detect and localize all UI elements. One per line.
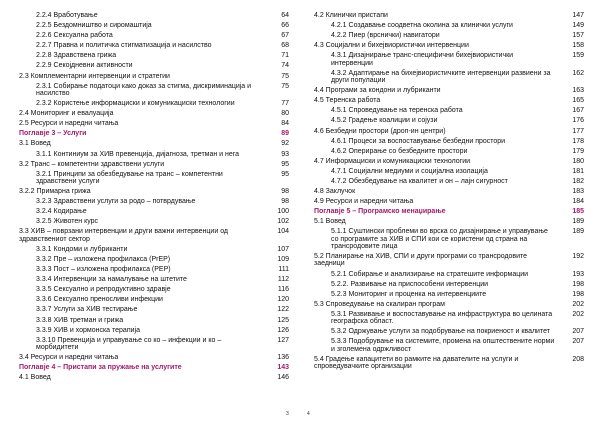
toc-entry-title: 4.5.2 Градење коалиции и сојузи xyxy=(331,117,438,125)
toc-entry-title: 3.1 Вовед xyxy=(19,140,51,148)
toc-chapter-entry xyxy=(19,130,289,137)
toc-entry-title: 4.2 Клинички пристапи xyxy=(314,12,388,19)
toc-entry xyxy=(314,70,584,85)
toc-entry-title: 4.3.1 Дизајнирање транс-специфични бихејвиористички интервенции xyxy=(331,52,514,67)
toc-entry-page: 207 xyxy=(572,328,584,336)
toc-entry-page: 179 xyxy=(572,147,584,155)
toc-entry-page: 146 xyxy=(277,374,289,382)
toc-entry xyxy=(314,42,584,49)
toc-entry-page: 198 xyxy=(572,290,584,298)
toc-entry-page: 162 xyxy=(572,69,584,77)
toc-entry xyxy=(314,97,584,104)
toc-entry-page: 207 xyxy=(572,338,584,346)
toc-entry xyxy=(19,52,289,59)
toc-entry-title: 5.3 Спроведување на скалиран програм xyxy=(314,300,445,308)
toc-entry-page: 89 xyxy=(281,130,289,138)
toc-entry-title: 4.7 Информациски и комуникациски технологии xyxy=(314,157,471,165)
toc-entry xyxy=(314,198,584,205)
toc-entry xyxy=(19,161,289,168)
toc-entry-page: 111 xyxy=(278,266,289,274)
toc-entry-title: 2.2.4 Вработување xyxy=(36,12,98,19)
toc-entry xyxy=(19,256,289,263)
toc-entry-page: 208 xyxy=(572,355,584,363)
toc-entry-title: 3.3.10 Превенција и управување со ко – инфекции и ко – морбидитети xyxy=(36,336,222,351)
toc-entry-title: 5.2.2. Развивање на приспособени интервенции xyxy=(331,280,489,288)
toc-entry-page: 98 xyxy=(281,188,289,196)
toc-entry-title: Поглавје 4 – Пристапи за пружање на услугите xyxy=(19,364,182,372)
toc-entry xyxy=(19,62,289,69)
toc-entry-page: 136 xyxy=(277,354,289,362)
toc-entry-page: 75 xyxy=(281,72,289,80)
toc-entry-title: 4.2.1 Создавање соодветна околина за клинички услуги xyxy=(331,22,513,30)
toc-entry-page: 126 xyxy=(277,326,289,334)
toc-entry xyxy=(19,188,289,195)
toc-entry-page: 158 xyxy=(572,42,584,50)
toc-entry-page: 127 xyxy=(277,336,289,344)
toc-entry-page: 75 xyxy=(281,82,289,90)
toc-entry xyxy=(314,311,584,326)
toc-entry xyxy=(314,168,584,175)
toc-entry-page: 143 xyxy=(277,364,289,372)
toc-entry xyxy=(19,317,289,324)
toc-entry-title: 3.3.6 Сексуално преносливи инфекции xyxy=(36,296,163,304)
toc-entry-page: 95 xyxy=(281,170,289,178)
toc-entry-page: 159 xyxy=(572,52,584,60)
toc-entry xyxy=(19,12,289,19)
toc-entry xyxy=(19,22,289,29)
toc-entry xyxy=(19,140,289,147)
toc-entry-title: 2.3 Комплементарни интервенции и стратегии xyxy=(19,72,170,80)
toc-entry-page: 116 xyxy=(277,286,289,294)
toc-entry-page: 202 xyxy=(572,300,584,308)
toc-entry-title: 3.3.9 ХИВ и хормонска терапија xyxy=(36,326,140,334)
toc-entry-page: 181 xyxy=(572,167,584,175)
toc-entry xyxy=(19,42,289,49)
toc-entry-page: 180 xyxy=(572,157,584,165)
toc-entry-page: 157 xyxy=(572,32,584,40)
toc-entry-page: 183 xyxy=(572,188,584,196)
toc-entry-title: 5.1 Вовед xyxy=(314,218,346,226)
toc-entry xyxy=(314,138,584,145)
toc-entry-title: 2.2.7 Правна и политичка стигматизација и насилство xyxy=(36,42,212,50)
toc-entry-title: 3.3.4 Интервенции за намалување на штетите xyxy=(36,276,187,284)
toc-entry-title: 3.1.1 Континиум за ХИВ превенција, дијагноза, третман и нега xyxy=(36,150,240,158)
toc-entry-title: 4.2.2 Пиер (врснички) навигатори xyxy=(331,32,440,40)
toc-entry-title: 2.2.9 Секојдневни активности xyxy=(36,62,133,70)
toc-entry-page: 189 xyxy=(572,218,584,226)
toc-entry-title: 5.2 Планирање на ХИВ, СПИ и други програми со трансродовите заедници xyxy=(314,253,528,268)
toc-entry xyxy=(19,198,289,205)
toc-entry-page: 147 xyxy=(572,12,584,19)
toc-entry xyxy=(19,276,289,283)
toc-entry xyxy=(314,188,584,195)
toc-entry xyxy=(19,266,289,273)
page-number-right: 4 xyxy=(307,411,310,417)
toc-entry-page: 93 xyxy=(281,150,289,158)
toc-entry-title: 3.3.5 Сексуално и репродуктивно здравје xyxy=(36,286,171,294)
toc-entry-title: 3.2.3 Здравствени услуги за родо – потврдување xyxy=(36,198,196,206)
toc-entry xyxy=(19,32,289,39)
toc-chapter-entry xyxy=(314,208,584,215)
toc-left-column xyxy=(19,12,289,384)
toc-entry-title: 2.2.6 Сексуална работа xyxy=(36,32,113,40)
toc-entry-page: 177 xyxy=(572,127,584,135)
toc-entry-title: 4.5 Теренска работа xyxy=(314,97,381,105)
toc-entry-title: 2.4 Мониторинг и евалуација xyxy=(19,110,114,118)
toc-entry xyxy=(314,128,584,135)
toc-entry-title: 4.4 Програми за кондони и лубриканти xyxy=(314,87,441,95)
toc-entry-title: 2.3.1 Собирање податоци како доказ за стигма, дискриминација и насилство xyxy=(36,82,252,97)
toc-entry-page: 95 xyxy=(281,160,289,168)
toc-entry-page: 68 xyxy=(281,42,289,50)
toc-entry xyxy=(314,178,584,185)
toc-entry-title: 2.5 Ресурси и нaредни читања xyxy=(19,120,119,128)
toc-entry-page: 120 xyxy=(277,296,289,304)
toc-entry-page: 192 xyxy=(572,253,584,261)
toc-entry xyxy=(314,281,584,288)
toc-entry-page: 107 xyxy=(277,245,289,253)
toc-entry xyxy=(314,32,584,39)
toc-entry-page: 112 xyxy=(277,276,289,284)
toc-entry-title: 2.3.2 Користење информациски и комуникациски технологии xyxy=(36,100,235,108)
toc-entry-title: 3.3 ХИВ – поврзани интервенции и други важни интервенции од здравствениот сектор xyxy=(19,228,229,243)
toc-entry xyxy=(314,218,584,225)
toc-entry-title: Поглавје 3 – Услуги xyxy=(19,130,87,138)
toc-entry xyxy=(314,301,584,308)
toc-entry-title: 5.4 Градење капацитети во рамките на давателите на услуги и спроведувачките организации xyxy=(314,355,519,371)
toc-entry xyxy=(314,12,584,19)
toc-entry-title: 4.6.1 Процеси за воспоставување безбедни простори xyxy=(331,137,506,145)
toc-entry xyxy=(314,158,584,165)
toc-entry-title: 3.3.1 Кондоми и лубриканти xyxy=(36,245,128,253)
toc-entry xyxy=(314,148,584,155)
toc-entry xyxy=(19,246,289,253)
toc-entry-title: 5.2.1 Собирање и анализирање на стратешите информации xyxy=(331,270,529,278)
toc-entry-page: 167 xyxy=(572,107,584,115)
toc-entry xyxy=(314,271,584,278)
toc-entry-page: 64 xyxy=(281,12,289,19)
toc-entry xyxy=(314,52,584,67)
toc-entry-page: 80 xyxy=(281,110,289,118)
toc-entry-page: 189 xyxy=(572,228,584,236)
toc-entry-page: 125 xyxy=(277,316,289,324)
toc-entry-page: 122 xyxy=(277,306,289,314)
toc-entry-title: 4.7.2 Обезбедување на квалитет и он – лајн сигурност xyxy=(331,178,508,185)
toc-entry-page: 109 xyxy=(277,255,289,263)
toc-entry xyxy=(314,228,584,250)
toc-entry-page: 178 xyxy=(572,137,584,145)
toc-entry-page: 84 xyxy=(281,120,289,128)
toc-entry-page: 198 xyxy=(572,280,584,288)
toc-entry-title: 4.9 Ресурси и наредни читања xyxy=(314,198,414,206)
toc-entry-title: 3.3.2 Пре – изложена профилакса (PrEP) xyxy=(36,255,171,263)
toc-entry xyxy=(19,354,289,361)
toc-entry-title: 3.2.4 Кодирање xyxy=(36,208,87,216)
toc-entry xyxy=(19,73,289,80)
toc-entry-title: 4.8 Заклучок xyxy=(314,188,356,196)
toc-entry xyxy=(19,296,289,303)
toc-entry-title: 4.3.2 Адаптирање на бихејвиористичките интервенции развиени за други популации xyxy=(331,69,551,85)
toc-entry xyxy=(314,117,584,124)
toc-entry-title: 3.2.2 Примарна грижа xyxy=(19,188,91,196)
toc-entry-title: Поглавје 5 – Програмско менаџирање xyxy=(314,208,446,216)
toc-entry-title: 2.2.8 Здравствена грижа xyxy=(36,52,117,60)
toc-entry-page: 92 xyxy=(281,140,289,148)
toc-entry xyxy=(19,218,289,225)
toc-entry-title: 3.2 Транс – компетентни здравствени услуги xyxy=(19,160,165,168)
toc-entry xyxy=(19,306,289,313)
toc-entry-title: 3.3.3 Пост – изложена профилакса (PEP) xyxy=(36,266,171,274)
toc-entry-title: 5.3.2 Одржување услуги за подобрување на покриеност и квалитет xyxy=(331,328,550,336)
toc-entry xyxy=(19,171,289,186)
toc-right-column xyxy=(314,12,584,373)
toc-entry-title: 3.4 Ресурси и наредни читања xyxy=(19,354,119,362)
toc-entry-title: 4.3 Социјални и бихејвиористички интервенции xyxy=(314,42,469,50)
toc-entry xyxy=(19,151,289,158)
toc-entry xyxy=(19,208,289,215)
toc-entry-page: 67 xyxy=(281,32,289,40)
toc-entry-page: 71 xyxy=(281,52,289,60)
toc-entry xyxy=(314,107,584,114)
toc-entry xyxy=(19,327,289,334)
toc-entry xyxy=(19,100,289,107)
toc-entry xyxy=(19,83,289,98)
toc-entry xyxy=(19,228,289,243)
toc-entry-title: 4.6 Безбедни простори (дроп-ин центри) xyxy=(314,127,446,135)
toc-entry xyxy=(19,374,289,381)
toc-entry-page: 163 xyxy=(572,87,584,95)
toc-entry xyxy=(314,328,584,335)
toc-entry xyxy=(314,87,584,94)
toc-entry-page: 104 xyxy=(277,228,289,236)
toc-entry xyxy=(19,120,289,127)
toc-entry xyxy=(19,337,289,352)
toc-entry xyxy=(19,286,289,293)
toc-entry-page: 74 xyxy=(281,62,289,70)
toc-entry-page: 66 xyxy=(281,22,289,30)
toc-entry-page: 193 xyxy=(572,270,584,278)
toc-entry xyxy=(314,338,584,353)
toc-entry-title: 3.2.1 Принципи за обезбедување на транс – компетентни здравствени услуги xyxy=(36,170,223,185)
toc-entry xyxy=(314,253,584,268)
toc-entry-title: 4.6.2 Оперирање со безбедните простори xyxy=(331,147,468,155)
toc-entry-title: 3.3.7 Услуги за ХИВ тестирање xyxy=(36,306,138,314)
toc-entry-title: 5.3.3 Подобрување на системите, промена на општествените норми и зголемена одржливост xyxy=(331,338,555,353)
toc-entry-title: 4.1 Вовед xyxy=(19,374,51,382)
toc-entry-title: 5.1.1 Суштински проблеми во врска со дизајнирање и управување со програмите за ХИВ и СПИ кои се користени од страна на трансродовите лица xyxy=(331,228,548,251)
toc-entry-title: 3.2.5 Животен курс xyxy=(36,218,99,226)
toc-entry-page: 165 xyxy=(572,97,584,105)
toc-entry-title: 3.3.8 ХИВ третман и грижа xyxy=(36,316,124,324)
toc-entry-page: 149 xyxy=(572,22,584,30)
toc-entry-page: 102 xyxy=(277,218,289,226)
toc-entry xyxy=(19,110,289,117)
toc-entry xyxy=(314,22,584,29)
toc-entry-title: 4.5.1 Спроведување на теренска работа xyxy=(331,107,463,115)
toc-entry-title: 5.3.1 Развивање и воспоставување на инфраструктура во целината географска област. xyxy=(331,310,553,326)
page-number-left: 3 xyxy=(286,411,289,417)
toc-entry-title: 2.2.5 Бездомништво и сиромаштија xyxy=(36,22,152,30)
toc-entry-page: 202 xyxy=(572,310,584,318)
toc-entry-page: 98 xyxy=(281,198,289,206)
toc-entry xyxy=(314,291,584,298)
toc-entry-title: 4.7.1 Социјални медиуми и социјална изолација xyxy=(331,167,488,175)
toc-entry-page: 77 xyxy=(281,100,289,108)
toc-entry-page: 185 xyxy=(572,208,584,216)
toc-entry-page: 176 xyxy=(572,117,584,125)
toc-entry xyxy=(314,356,584,371)
toc-chapter-entry xyxy=(19,364,289,371)
toc-entry-page: 182 xyxy=(572,178,584,185)
toc-entry-title: 5.2.3 Мониторинг и проценка на интервенциите xyxy=(331,290,487,298)
toc-entry-page: 184 xyxy=(572,198,584,206)
toc-entry-page: 100 xyxy=(277,208,289,216)
